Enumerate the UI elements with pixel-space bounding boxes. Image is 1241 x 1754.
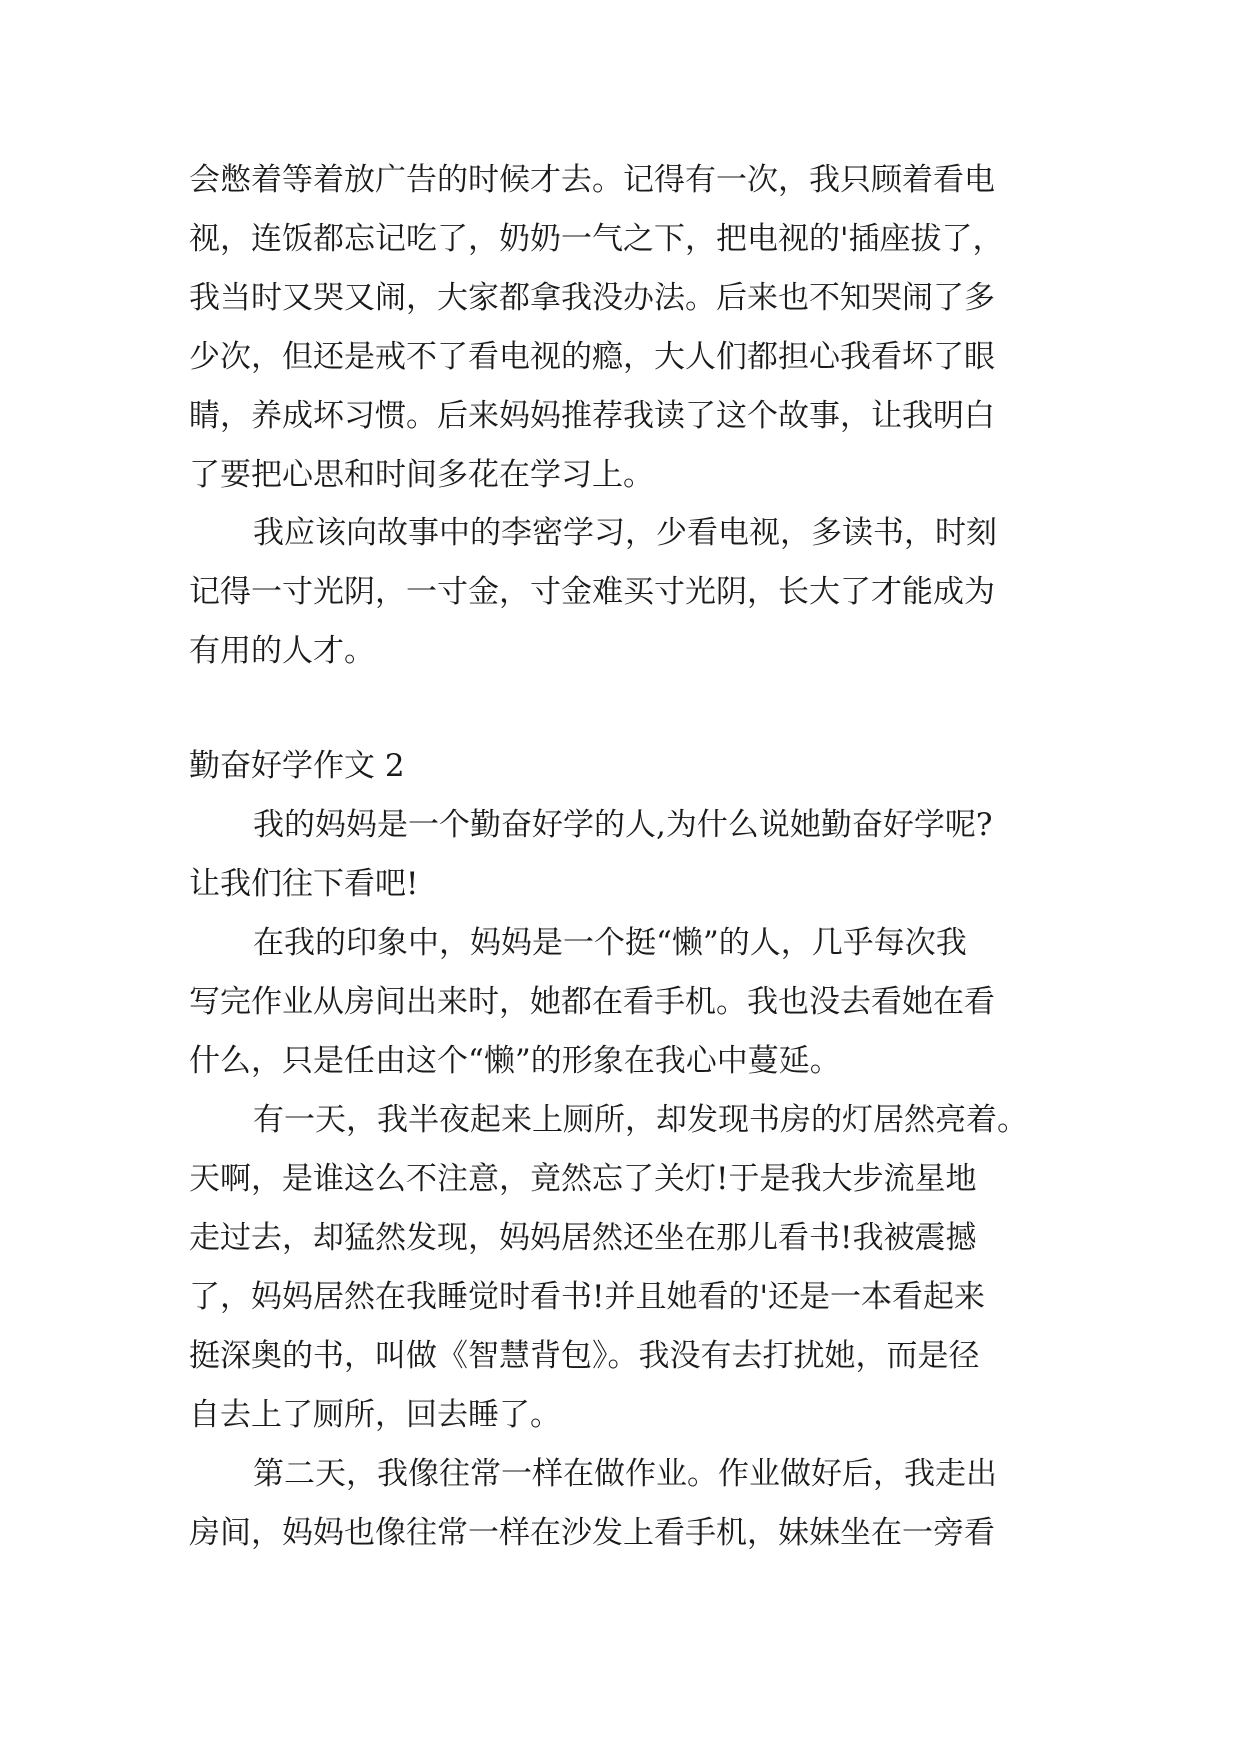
text-line: 少次，但还是戒不了看电视的瘾，大人们都担心我看坏了眼 (189, 339, 995, 375)
text-line: 让我们往下看吧! (189, 866, 419, 902)
text-line: 了要把心思和时间多花在学习上。 (189, 457, 654, 493)
text-line: 写完作业从房间出来时，她都在看手机。我也没去看她在看 (189, 984, 995, 1020)
section-title-text: 勤奋好学作文 2 (189, 748, 405, 784)
text-line: 走过去，却猛然发现，妈妈居然还坐在那儿看书!我被震撼 (189, 1220, 977, 1256)
paragraph-night (189, 1091, 1069, 1445)
paragraph-next-day (189, 1445, 1069, 1563)
text-line: 记得一寸光阴，一寸金，寸金难买寸光阴，长大了才能成为 (189, 574, 995, 610)
text-line: 自去上了厕所，回去睡了。 (189, 1397, 561, 1433)
paragraph-continuation (189, 151, 1069, 505)
text-line: 有一天，我半夜起来上厕所，却发现书房的灯居然亮着。 (253, 1102, 1028, 1138)
text-line: 有用的人才。 (189, 633, 375, 669)
text-line: 天啊，是谁这么不注意，竟然忘了关灯!于是我大步流星地 (189, 1161, 977, 1197)
text-line: 视，连饭都忘记吃了，奶奶一气之下，把电视的'插座拔了， (189, 221, 1004, 257)
text-line: 什么，只是任由这个“懒”的形象在我心中蔓延。 (189, 1043, 841, 1079)
paragraph-conclusion (189, 504, 1069, 681)
text-line: 我当时又哭又闹，大家都拿我没办法。后来也不知哭闹了多 (189, 280, 995, 316)
text-line: 会憋着等着放广告的时候才去。记得有一次，我只顾着看电 (189, 162, 995, 198)
text-line: 我应该向故事中的李密学习，少看电视，多读书，时刻 (253, 515, 997, 551)
text-line: 我的妈妈是一个勤奋好学的人,为什么说她勤奋好学呢? (253, 807, 993, 843)
paragraph-intro (189, 796, 1069, 914)
text-line: 房间，妈妈也像往常一样在沙发上看手机，妹妹坐在一旁看 (189, 1515, 995, 1551)
text-line: 挺深奥的书，叫做《智慧背包》。我没有去打扰她，而是径 (189, 1338, 980, 1374)
text-line: 第二天，我像往常一样在做作业。作业做好后，我走出 (253, 1456, 997, 1492)
paragraph-impression (189, 914, 1069, 1091)
text-line: 睛，养成坏习惯。后来妈妈推荐我读了这个故事，让我明白 (189, 398, 995, 434)
text-line: 了，妈妈居然在我睡觉时看书!并且她看的'还是一本看起来 (189, 1279, 985, 1315)
text-line: 在我的印象中，妈妈是一个挺“懒”的人，几乎每次我 (253, 925, 967, 961)
section-title (189, 737, 1069, 796)
